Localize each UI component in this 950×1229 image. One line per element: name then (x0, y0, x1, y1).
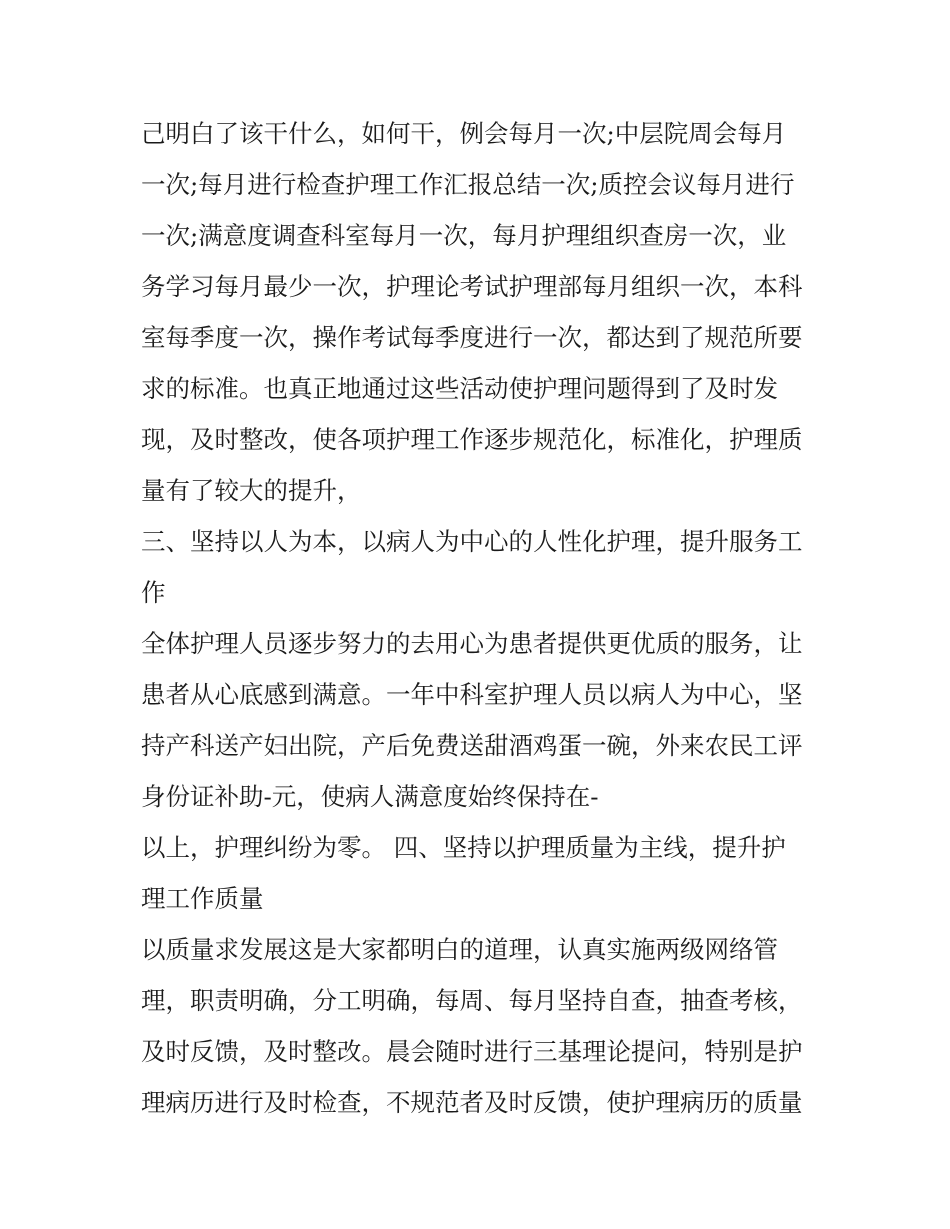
text-line-3: 一次;满意度调查科室每月一次，每月护理组织查房一次，业 (141, 221, 787, 250)
text-line-4: 务学习每月最少一次，护理论考试护理部每月组织一次，本科 (141, 272, 803, 301)
text-line-19: 及时反馈，及时整改。晨会随时进行三基理论提问，特别是护 (141, 1037, 803, 1066)
text-line-1: 己明白了该干什么，如何干，例会每月一次;中层院周会每月 (141, 119, 787, 148)
text-line-7: 现，及时整改，使各项护理工作逐步规范化，标准化，护理质 (141, 425, 803, 454)
text-line-11: 全体护理人员逐步努力的去用心为患者提供更优质的服务，让 (141, 629, 803, 658)
section-heading-3-cont: 作 (141, 578, 166, 607)
text-line-17: 以质量求发展这是大家都明白的道理，认真实施两级网络管 (141, 935, 778, 964)
text-line-5: 室每季度一次，操作考试每季度进行一次，都达到了规范所要 (141, 323, 803, 352)
section-heading-4: 以上，护理纠纷为零。 四、坚持以护理质量为主线，提升护 (141, 833, 786, 862)
text-line-20: 理病历进行及时检查，不规范者及时反馈，使护理病历的质量 (141, 1088, 803, 1117)
text-line-12: 患者从心底感到满意。一年中科室护理人员以病人为中心，坚 (141, 680, 803, 709)
text-line-6: 求的标准。也真正地通过这些活动使护理问题得到了及时发 (141, 374, 778, 403)
body-text (141, 108, 821, 1128)
text-line-13: 持产科送产妇出院，产后免费送甜酒鸡蛋一碗，外来农民工评 (141, 731, 803, 760)
section-heading-3: 三、坚持以人为本，以病人为中心的人性化护理，提升服务工 (141, 527, 803, 556)
text-line-2: 一次;每月进行检查护理工作汇报总结一次;质控会议每月进行 (141, 170, 795, 199)
section-heading-4-cont: 理工作质量 (141, 884, 264, 913)
text-line-18: 理，职责明确，分工明确，每周、每月坚持自查，抽查考核， (141, 986, 803, 1015)
text-line-14: 身份证补助-元，使病人满意度始终保持在- (141, 782, 599, 811)
text-line-8: 量有了较大的提升， (141, 476, 362, 505)
